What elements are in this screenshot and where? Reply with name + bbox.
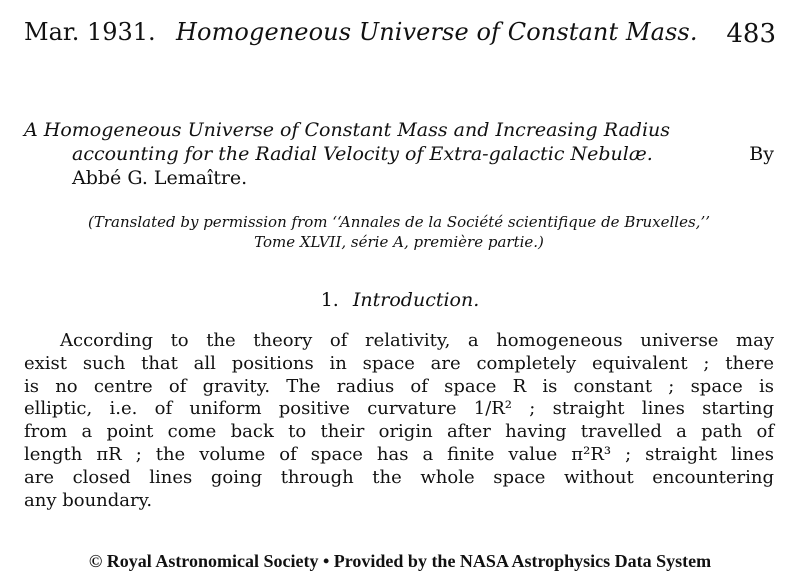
body-line: length πR ; the volume of space has a finite value π²R³ ; straight lines [24,443,774,465]
article-title-text: accounting for the Radial Velocity of Extra-galactic Nebulæ. [72,143,653,165]
body-line: are closed lines going through the whole space without encountering [24,466,774,488]
article-author: Abbé G. Lemaître. [72,167,248,189]
article-title-line: A Homogeneous Universe of Constant Mass and Increasing Radius [24,119,671,141]
translation-note [26,212,772,252]
running-head-date: Mar. 1931. [24,18,156,46]
running-head-title: Homogeneous Universe of Constant Mass. [176,18,698,46]
section-number: 1. [320,289,339,311]
body-line: from a point come back to their origin after having travelled a path of [24,421,774,443]
running-head [24,14,776,50]
body-line: According to the theory of relativity, a homogeneous universe may [60,330,774,351]
translation-note-line: (Translated by permission from ‘‘Annales de la Société scientifique de Bruxelles,’’ [88,213,710,231]
translation-note-line: Tome XLVII, série A, première partie.) [254,233,544,251]
body-line: exist such that all positions in space are completely equivalent ; there [24,352,774,374]
byline-prefix: By [749,143,774,165]
page-number: 483 [726,19,776,49]
body-line: any boundary. [24,489,153,511]
body-paragraph [24,330,774,512]
section-heading [0,288,800,312]
footer-credit: © Royal Astronomical Society • Provided by the NASA Astrophysics Data System [88,551,712,571]
body-line: elliptic, i.e. of uniform positive curvature 1/R² ; straight lines starting [24,398,774,420]
article-title [24,118,774,190]
body-line: is no centre of gravity. The radius of space R is constant ; space is [24,375,774,397]
section-title: Introduction. [352,289,480,311]
article-title-line [24,142,774,166]
